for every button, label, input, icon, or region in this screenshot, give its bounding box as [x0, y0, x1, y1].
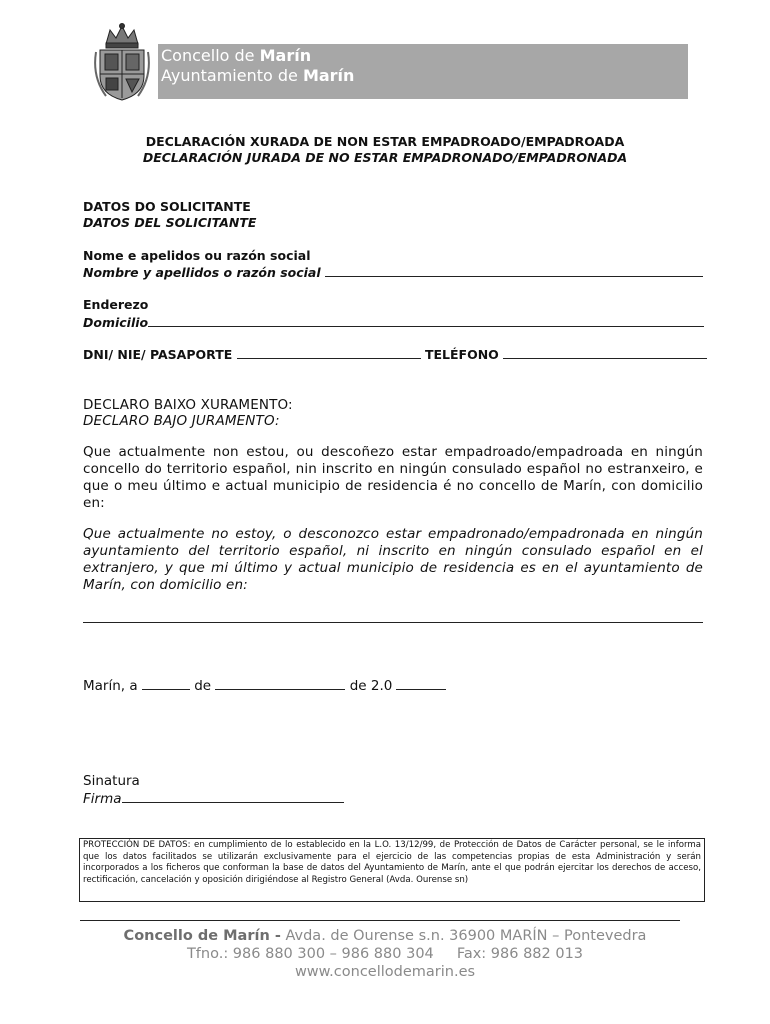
title-gl: DECLARACIÓN XURADA DE NON ESTAR EMPADROADO/EMPADROADA: [145, 134, 625, 149]
footer-address-line: [80, 927, 690, 946]
footer-divider: [80, 920, 680, 921]
signature-label-es: Firma: [83, 791, 122, 807]
coat-of-arms-icon: [92, 22, 152, 102]
date-de: de: [194, 678, 212, 694]
id-phone-row: [83, 346, 707, 363]
header-line-1: Concello de Marín: [161, 46, 312, 65]
signature-field[interactable]: [122, 790, 344, 803]
declaration-heading-es: DECLARO BAJO JURAMENTO:: [83, 413, 280, 429]
date-prefix: Marín, a: [83, 678, 138, 694]
header-line-1-name: Marín: [259, 46, 312, 65]
month-field[interactable]: [215, 677, 345, 690]
header-line-2-name: Marín: [302, 66, 355, 85]
declaration-text-es: Que actualmente no estoy, o desconozco estar empadronado/empadronada en ningún ayuntamiento del territorio español, ni inscrito en ningún consulado español en el extranjero, y que mi último y actual municipio de residencia es en el ayuntamiento de Marín, con domicilio en:: [83, 526, 703, 593]
domicile-line[interactable]: [83, 622, 703, 623]
privacy-notice: PROTECCIÓN DE DATOS: en cumplimiento de lo establecido en la L.O. 13/12/99, de Protección de Datos de Carácter personal, se le informa que los datos facilitados se utilizarán exclusivamente para el ejercicio de las competencias propias de esta Administración y serán incorporados a los ficheros que conforman la base de datos del Ayuntamiento de Marín, ante el que podrán ejercitar los derechos de acceso, rectificación, cancelación y oposición dirigiéndose al Registro General (Avda. Ourense sn): [79, 838, 705, 902]
header-banner: [158, 44, 688, 99]
id-label: DNI/ NIE/ PASAPORTE: [83, 347, 233, 362]
year-prefix: de 2.0: [349, 678, 393, 694]
footer-address: Avda. de Ourense s.n. 36900 MARÍN – Pontevedra: [280, 928, 647, 944]
phone-field[interactable]: [503, 346, 707, 359]
applicant-heading-es: DATOS DEL SOLICITANTE: [83, 215, 257, 230]
footer-web[interactable]: www.concellodemarin.es: [294, 964, 476, 980]
name-field[interactable]: [325, 264, 703, 277]
header-line-2: Ayuntamiento de Marín: [161, 66, 355, 85]
declaration-text-gl: Que actualmente non estou, ou descoñezo estar empadroado/empadroada en ningún concello do territorio español, nin inscrito en ningún consulado español no estranxeiro, e que o meu último e actual municipio de residencia é no concello de Marín, con domicilio en:: [83, 444, 703, 511]
id-field[interactable]: [237, 346, 421, 359]
address-field[interactable]: [148, 314, 704, 327]
name-row: [83, 264, 703, 281]
signature-label-gl: Sinatura: [83, 773, 140, 789]
signature-row: [83, 790, 344, 807]
name-label-gl: Nome e apelidos ou razón social: [83, 248, 311, 263]
day-field[interactable]: [142, 677, 190, 690]
applicant-heading-gl: DATOS DO SOLICITANTE: [83, 199, 251, 214]
title-es: DECLARACIÓN JURADA DE NO ESTAR EMPADRONADO/EMPADRONADA: [142, 150, 628, 165]
declaration-heading-gl: DECLARO BAIXO XURAMENTO:: [83, 397, 293, 413]
footer-phones: Tfno.: 986 880 300 – 986 880 304 Fax: 986 882 013: [186, 946, 584, 962]
year-field[interactable]: [396, 677, 446, 690]
phone-label: TELÉFONO: [424, 347, 499, 362]
name-label-es: Nombre y apellidos o razón social: [83, 265, 321, 280]
footer-org: Concello de Marín -: [123, 928, 281, 944]
address-row: [83, 314, 704, 331]
address-label-es: Domicilio: [83, 315, 149, 330]
date-line: [83, 677, 446, 694]
address-label-gl: Enderezo: [83, 297, 149, 312]
